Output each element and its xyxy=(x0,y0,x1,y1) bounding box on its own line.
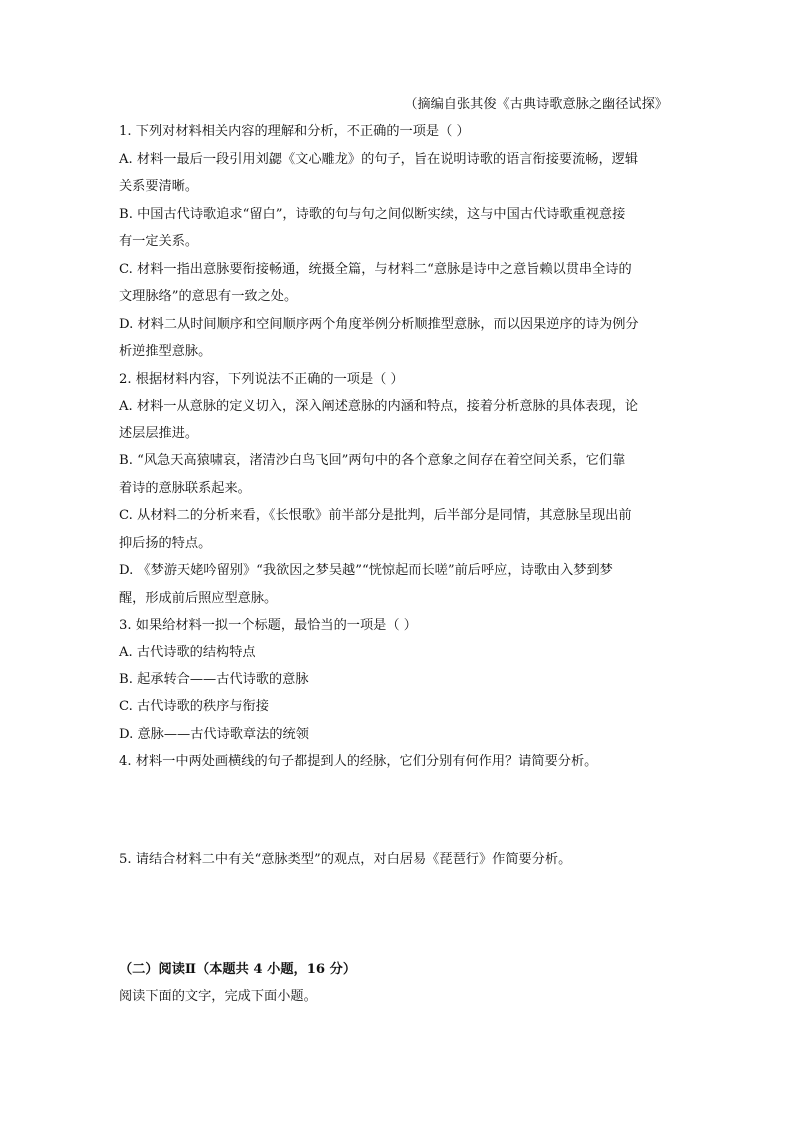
question-3-stem: 3. 如果给材料一拟一个标题，最恰当的一项是（ ） xyxy=(119,618,417,633)
question-2-stem: 2. 根据材料内容，下列说法不正确的一项是（ ） xyxy=(119,372,404,387)
q2-option-a: A. 材料一从意脉的定义切入，深入阐述意脉的内涵和特点，接着分析意脉的具体表现，论 xyxy=(119,399,639,414)
q3-option-c: C. 古代诗歌的秩序与衔接 xyxy=(119,699,269,714)
q1-option-b-cont: 有一定关系。 xyxy=(119,234,199,249)
q2-option-b-cont: 着诗的意脉联系起来。 xyxy=(119,481,251,496)
q3-option-b: B. 起承转合——古代诗歌的意脉 xyxy=(119,672,309,687)
source-citation: （摘编自张其俊《古典诗歌意脉之幽径试探》 xyxy=(404,97,668,112)
question-4-stem: 4. 材料一中两处画横线的句子都提到人的经脉，它们分别有何作用？请简要分析。 xyxy=(119,754,598,769)
q2-option-a-cont: 述层层推进。 xyxy=(119,426,199,441)
q2-option-d: D. 《梦游天姥吟留别》“我欲因之梦吴越”“恍惊起而长嗟”前后呼应，诗歌由入梦到梦 xyxy=(119,563,613,578)
question-1-stem: 1. 下列对材料相关内容的理解和分析，不正确的一项是（ ） xyxy=(119,124,470,139)
q3-option-d: D. 意脉——古代诗歌章法的统领 xyxy=(119,727,309,742)
section-title: （二）阅读Ⅱ（本题共 4 小题，16 分） xyxy=(119,962,357,977)
q1-option-d: D. 材料二从时间顺序和空间顺序两个角度举例分析顺推型意脉，而以因果逆序的诗为例分 xyxy=(119,317,639,332)
q1-option-b: B. 中国古代诗歌追求“留白”，诗歌的句与句之间似断实续，这与中国古代诗歌重视意接 xyxy=(119,207,626,222)
q1-option-c-cont: 文理脉络”的意思有一致之处。 xyxy=(119,289,298,304)
q1-option-d-cont: 析逆推型意脉。 xyxy=(119,344,212,359)
q1-option-c: C. 材料一指出意脉要衔接畅通，统摄全篇，与材料二“意脉是诗中之意旨赖以贯串全诗的 xyxy=(119,262,632,277)
question-5-stem: 5. 请结合材料二中有关“意脉类型”的观点，对白居易《琵琶行》作简要分析。 xyxy=(119,852,572,867)
q3-option-a: A. 古代诗歌的结构特点 xyxy=(119,645,256,660)
q2-option-b: B. “风急天高猿啸哀，渚清沙白鸟飞回”两句中的各个意象之间存在着空间关系，它们靠 xyxy=(119,453,626,468)
q2-option-c: C. 从材料二的分析来看，《长恨歌》前半部分是批判，后半部分是同情，其意脉呈现出前 xyxy=(119,508,632,523)
q1-option-a-cont: 关系要清晰。 xyxy=(119,179,199,194)
section-instruction: 阅读下面的文字，完成下面小题。 xyxy=(119,989,317,1004)
q2-option-c-cont: 抑后扬的特点。 xyxy=(119,536,212,551)
q1-option-a: A. 材料一最后一段引用刘勰《文心雕龙》的句子，旨在说明诗歌的语言衔接要流畅，逻辑 xyxy=(119,152,639,167)
q2-option-d-cont: 醒，形成前后照应型意脉。 xyxy=(119,591,278,606)
